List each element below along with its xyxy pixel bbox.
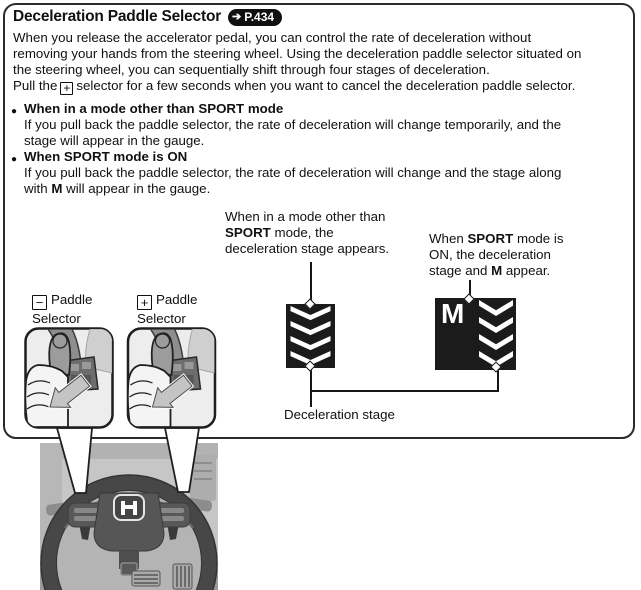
m-indicator: M [441, 298, 465, 329]
pull-sentence-prefix: Pull the [13, 78, 58, 93]
connector-line [310, 390, 499, 392]
gauge-display-sport [435, 298, 516, 370]
paddle-label-text: Selector [32, 311, 81, 326]
intro-text-line: removing your hands from the steering wheel. Using the deceleration paddle selector situated on [13, 46, 582, 61]
plus-paddle-illustration [126, 327, 217, 429]
connector-line [310, 368, 312, 407]
callout-funnel [57, 428, 92, 493]
intro-paragraph [13, 30, 581, 78]
deceleration-chevrons-icon [289, 306, 332, 366]
gauge-display-normal [286, 304, 335, 368]
bullet-heading: When SPORT mode is ON [24, 149, 188, 164]
connector-line [497, 370, 499, 392]
plus-selector-icon: + [137, 295, 152, 310]
page-reference-badge[interactable] [228, 9, 282, 26]
bullet-marker: ● [11, 154, 18, 165]
m-indicator-text: M [51, 181, 63, 196]
callout-line [429, 231, 564, 247]
pull-sentence-suffix: selector for a few seconds when you want to cancel the deceleration paddle selector. [76, 78, 576, 93]
callout-line: deceleration stage appears. [225, 241, 390, 256]
sport-label: SPORT [225, 225, 271, 240]
pull-sentence [13, 78, 575, 95]
bullet-body-line: If you pull back the paddle selector, the rate of deceleration will change temporarily, and the [24, 117, 562, 132]
bullet-body-line [11, 181, 561, 197]
callout-text: stage and [429, 263, 492, 278]
bullet-marker: ● [11, 106, 18, 117]
bullet-heading: When in a mode other than SPORT mode [24, 101, 284, 116]
m-indicator-text: M [491, 263, 503, 278]
bullet-body-text: with [24, 181, 52, 196]
bullet-body-line: If you pull back the paddle selector, the rate of deceleration will change and the stage along [24, 165, 562, 180]
paddle-label-text: Selector [137, 311, 186, 326]
bullet-normal-mode [11, 101, 561, 149]
callout-funnels [20, 424, 240, 496]
callout-line: ON, the deceleration [429, 247, 551, 262]
callout-normal-mode [225, 209, 389, 257]
callout-sport-mode [429, 231, 564, 279]
bullet-sport-mode [11, 149, 561, 197]
intro-text-line: the steering wheel, you can sequentially shift through four stages of deceleration. [13, 62, 490, 77]
paddle-label-text: Paddle [51, 292, 93, 307]
callout-funnel [165, 428, 199, 492]
page-reference-text: P.434 [244, 10, 275, 24]
callout-line [225, 225, 389, 241]
callout-text: When [429, 231, 468, 246]
plus-selector-icon: + [60, 82, 73, 95]
intro-text-line: When you release the accelerator pedal, you can control the rate of deceleration without [13, 30, 532, 45]
callout-line [429, 263, 564, 279]
callout-line: When in a mode other than [225, 209, 386, 224]
bullet-body-line: stage will appear in the gauge. [24, 133, 205, 148]
arrow-icon: ➔ [232, 10, 242, 23]
bullet-body-text: will appear in the gauge. [62, 181, 211, 196]
minus-paddle-illustration [24, 327, 114, 429]
section-title: Deceleration Paddle Selector [13, 8, 222, 25]
callout-text: mode, the [270, 225, 334, 240]
callout-text: appear. [502, 263, 551, 278]
minus-paddle-selector-label [32, 291, 92, 328]
plus-paddle-selector-label [137, 291, 197, 328]
sport-label: SPORT [467, 231, 514, 246]
deceleration-chevrons-icon [478, 300, 514, 368]
paddle-label-text: Paddle [156, 292, 198, 307]
callout-text: mode is [513, 231, 564, 246]
deceleration-stage-label: Deceleration stage [284, 407, 395, 422]
minus-selector-icon: − [32, 295, 47, 310]
